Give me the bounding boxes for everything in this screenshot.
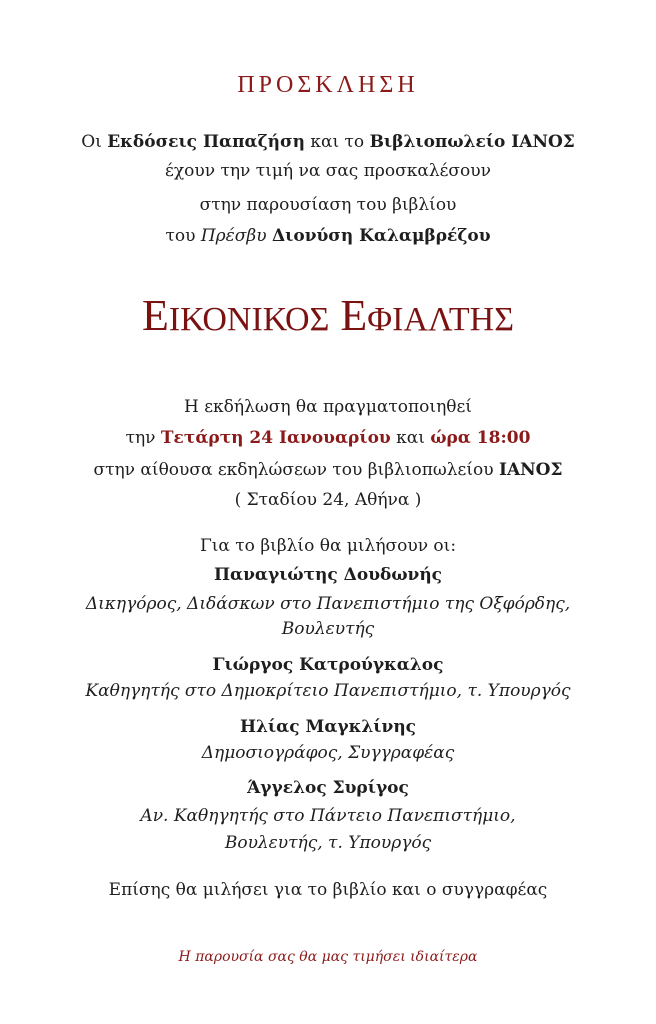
author-title: Πρέσβυ [200,226,267,246]
event-line-3: στην αίθουσα εκδηλώσεων του βιβλιοπωλείου ΙΑΝΟΣ [93,460,563,480]
event-line-1: Η εκδήλωση θα πραγματοποιηθεί [184,397,472,417]
event-line-2: την Τετάρτη 24 Ιανουαρίου και ώρα 18:00 [125,428,531,448]
event-time: ώρα 18:00 [430,428,531,448]
publisher-name: Εκδόσεις Παπαζήση [107,132,305,152]
invitation-title: ΠΡΟΣΚΛΗΣΗ [237,72,419,98]
speakers-intro: Για το βιβλίο θα μιλήσουν οι: [199,536,457,556]
book-title: ΕΙΚΟΝΙΚΟΣ ΕΦΙΑΛΤΗΣ [141,291,515,340]
speaker-role: Βουλευτής [281,619,375,639]
intro-line-3: στην παρουσίαση του βιβλίου [199,195,457,215]
speaker-name: Άγγελος Συρίγος [247,778,409,798]
speaker-name: Παναγιώτης Δουδωνής [213,565,443,585]
speaker-role: Δικηγόρος, Διδάσκων στο Πανεπιστήμιο της Οξφόρδης, [85,594,571,614]
intro-text: Οι [81,132,108,152]
speaker-role: Δημοσιογράφος, Συγγραφέας [201,743,455,763]
author-note: Επίσης θα μιλήσει για το βιβλίο και ο συγγραφέας [108,880,548,900]
venue-name: ΙΑΝΟΣ [499,460,563,480]
event-date: Τετάρτη 24 Ιανουαρίου [160,428,391,448]
intro-line-2: έχουν την τιμή να σας προσκαλέσουν [165,161,491,181]
intro-line-4 [0,225,656,247]
event-address: ( Σταδίου 24, Αθήνα ) [234,490,422,510]
speaker-role: Βουλευτής, τ. Υπουργός [224,833,432,853]
speaker-role: Αν. Καθηγητής στο Πάντειο Πανεπιστήμιο, [140,806,516,826]
closing-line: Η παρουσία σας θα μας τιμήσει ιδιαίτερα [178,949,478,965]
speaker-name: Γιώργος Κατρούγκαλος [212,655,444,675]
speaker-name: Ηλίας Μαγκλίνης [239,717,417,737]
intro-line-1 [0,131,656,153]
intro-text: του [165,226,201,246]
bookstore-name: Βιβλιοπωλείο ΙΑΝΟΣ [369,132,575,152]
author-name: Διονύση Καλαμβρέζου [271,226,491,246]
speaker-role: Καθηγητής στο Δημοκρίτειο Πανεπιστήμιο, τ. Υπουργός [85,681,571,701]
intro-text: και το [304,132,370,152]
